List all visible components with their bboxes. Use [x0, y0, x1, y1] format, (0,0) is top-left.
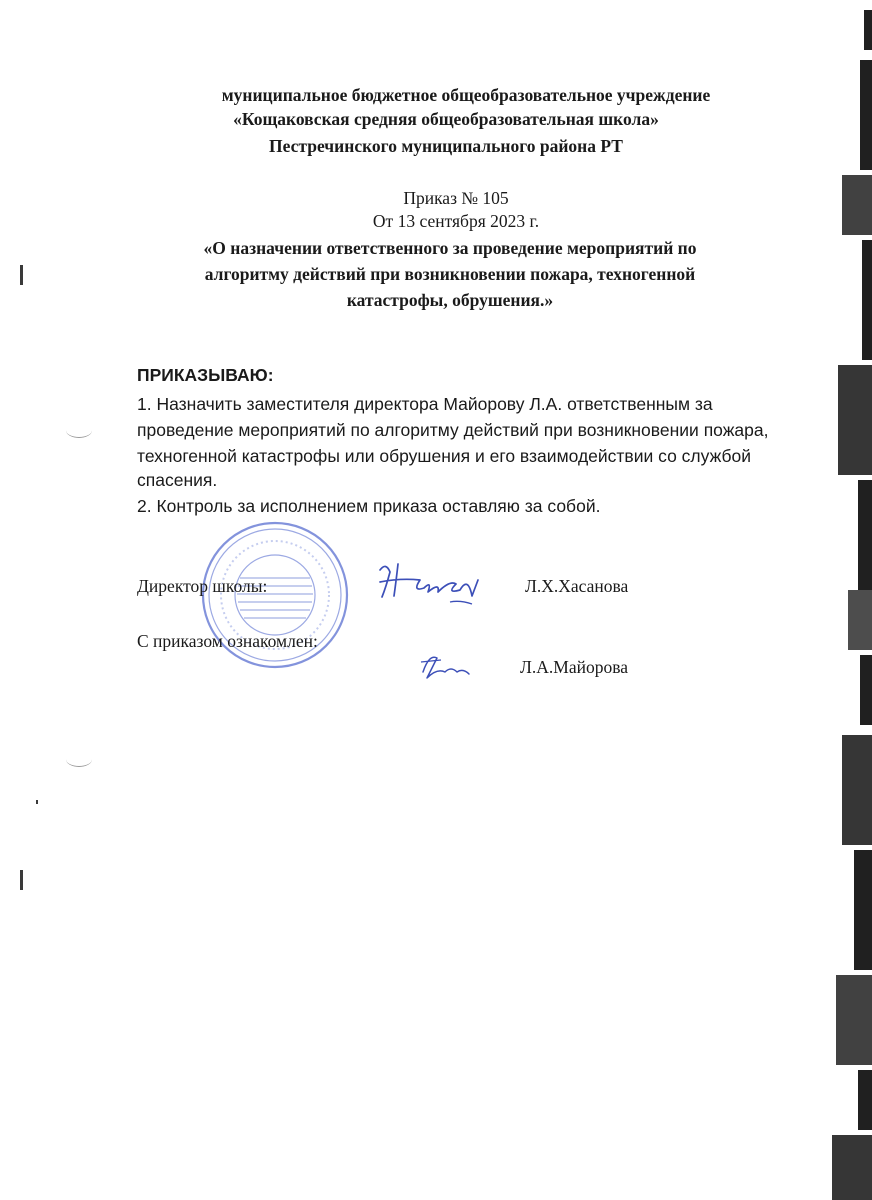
order-title-line-3: катастрофы, обрушения.»	[346, 290, 554, 310]
district-name: Пестречинского муниципального района РТ	[269, 136, 623, 156]
director-signature	[360, 552, 490, 612]
director-label: Директор школы:	[137, 576, 268, 596]
director-name: Л.Х.Хасанова	[525, 576, 629, 596]
scan-mark	[20, 265, 23, 285]
decree-keyword: ПРИКАЗЫВАЮ:	[137, 365, 274, 385]
institution-type: муниципальное бюджетное общеобразовательное учреждение	[221, 85, 711, 105]
scan-mark	[36, 800, 38, 804]
decree-line: 1. Назначить заместителя директора Майорову Л.А. ответственным за	[137, 394, 713, 414]
punch-hole-shadow	[66, 752, 92, 767]
order-title-line-2: алгоритму действий при возникновении пожара, техногенной	[204, 264, 696, 284]
scan-edge-artifact	[820, 0, 872, 1200]
order-title-line-1: «О назначении ответственного за проведение мероприятий по	[203, 238, 697, 258]
school-name: «Кощаковская средняя общеобразовательная школа»	[233, 109, 659, 129]
employee-name: Л.А.Майорова	[520, 657, 628, 677]
order-date: От 13 сентября 2023 г.	[372, 211, 540, 231]
decree-line: проведение мероприятий по алгоритму действий при возникновении пожара,	[137, 420, 769, 440]
decree-line: 2. Контроль за исполнением приказа оставляю за собой.	[137, 496, 601, 516]
employee-signature	[415, 648, 475, 684]
decree-line: техногенной катастрофы или обрушения и его взаимодействии со службой	[137, 446, 752, 466]
order-number: Приказ № 105	[403, 188, 509, 208]
punch-hole-shadow	[66, 423, 92, 438]
scan-mark	[20, 870, 23, 890]
decree-line: спасения.	[137, 470, 218, 490]
acquainted-label: С приказом ознакомлен:	[137, 631, 318, 651]
